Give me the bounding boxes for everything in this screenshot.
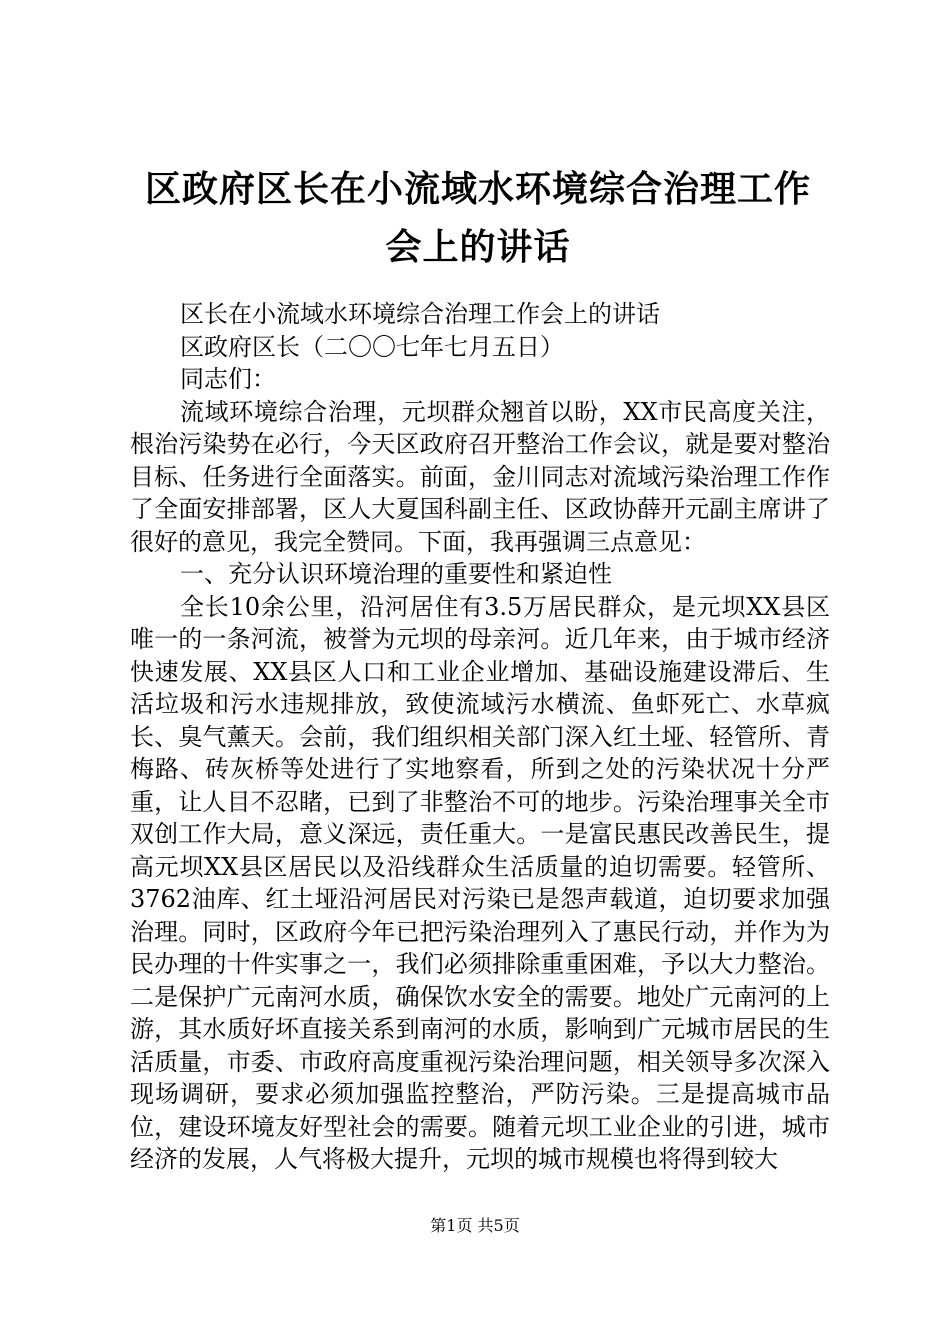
section-heading: 一、充分认识环境治理的重要性和紧迫性 (180, 560, 612, 588)
body-paragraph: 全长10余公里，沿河居住有3.5万居民群众，是元坝XX县区唯一的一条河流，被誉为元坝的母亲河。近几年来，由于城市经济快速发展、XX县区人口和工业企业增加、基础设施建设滞后、生活垃圾和污水违规排放，致使流域污水横流、鱼虾死亡、水草疯长、臭气薰天。会前，我们组织相关部门深入红土垭、轻管所、青梅路、砖灰桥等处进行了实地察看，所到之处的污染状况十分严重，让人目不忍睹，已到了非整治不可的地步。污染治理事关全市双创工作大局，意义深远，责任重大。一是富民惠民改善民生，提高元坝XX县区居民以及沿线群众生活质量的迫切需要。轻管所、3762油库、红土垭沿河居民对污染已是怨声载道，迫切要求加强治理。同时，区政府今年已把污染治理列入了惠民行动，并作为为民办理的十件实事之一，我们必须排除重重困难，予以大力整治。二是保护广元南河水质，确保饮水安全的需要。地处广元南河的上游，其水质好坏直接关系到南河的水质，影响到广元城市居民的生活质量，市委、市政府高度重视污染治理问题，相关领导多次深入现场调研，要求必须加强监控整治，严防污染。三是提高城市品位，建设环境友好型社会的需要。随着元坝工业企业的引进，城市经济的发展，人气将极大提升，元坝的城市规模也将得到较大 (130, 592, 830, 1173)
speaker-line: 区政府区长（二〇〇七年七月五日） (180, 332, 564, 361)
page-number-footer: 第1页 共5页 (430, 1216, 520, 1235)
salutation: 同志们： (180, 365, 276, 393)
speech-heading-line: 区长在小流域水环境综合治理工作会上的讲话 (180, 300, 660, 328)
document-body (130, 298, 830, 1176)
document-title: 区政府区长在小流域水环境综合治理工作会上的讲话 (144, 168, 811, 268)
intro-paragraph: 流域环境综合治理，元坝群众翘首以盼，XX市民高度关注，根治污染势在必行，今天区政府召开整治工作会议，就是要对整治目标、任务进行全面落实。前面，金川同志对流域污染治理工作作了全面安排部署，区人大夏国科副主任、区政协薛开元副主席讲了很好的意见，我完全赞同。下面，我再强调三点意见： (130, 397, 830, 556)
